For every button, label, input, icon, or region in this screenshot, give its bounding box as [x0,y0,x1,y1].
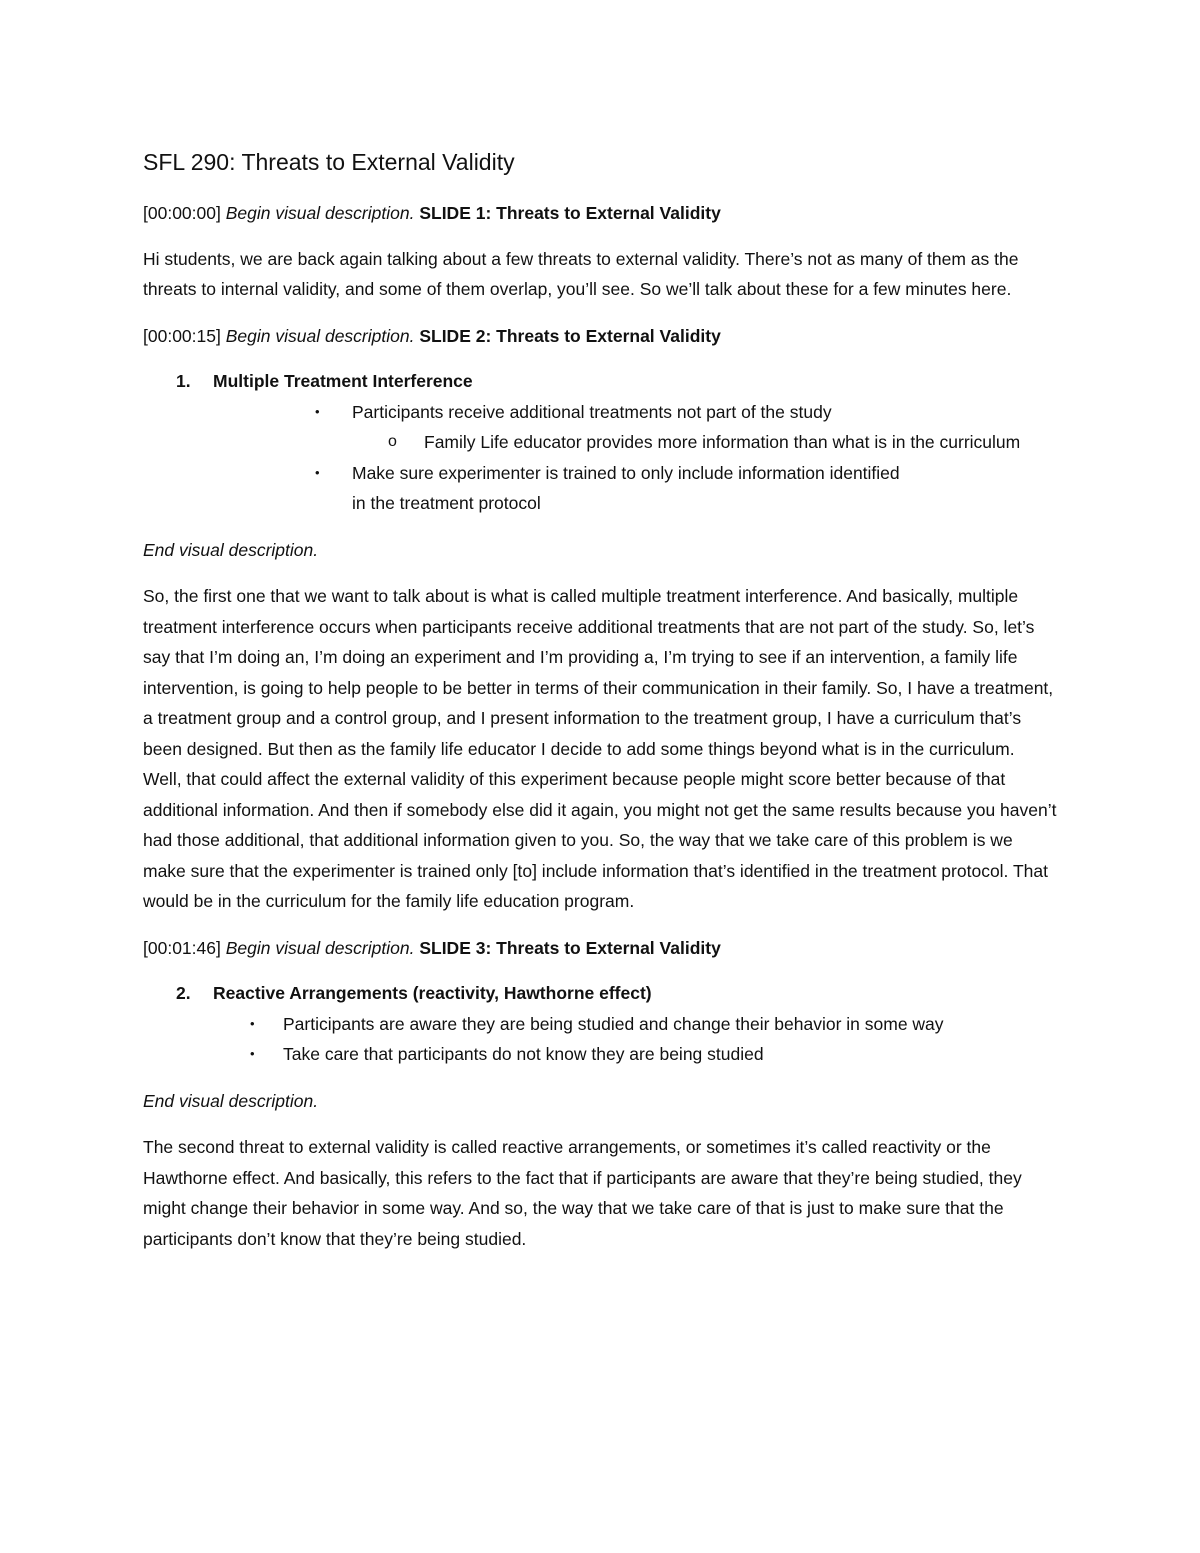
bullet-text: Make sure experimenter is trained to only include information identified in the treatment protocol [352,462,900,513]
slide-2-heading: SLIDE 2: Threats to External Validity [419,325,721,346]
bullet-icon: • [315,464,320,480]
outline-item-1 [143,366,1058,397]
bullet-text: Participants receive additional treatments not part of the study [352,401,832,422]
outline-item-2-label: Reactive Arrangements (reactivity, Hawthorne effect) [213,983,652,1003]
bullet-text: Participants are aware they are being studied and change their behavior in some way [283,1013,944,1034]
outline-bullet [143,1039,1058,1070]
slide-3-begin: Begin visual description. [225,937,415,958]
slide-3-heading: SLIDE 3: Threats to External Validity [419,937,721,958]
slide-3-paragraph: The second threat to external validity is called reactive arrangements, or sometimes it’s called reactivity or the Hawthorne effect. And basically, this refers to the fact that if participants are aware that they’re being studied, they might change their behavior in some way. And so, the way that we take care of that is just to make sure that the participants don’t know that they’re being studied. [143,1137,1022,1249]
slide-3-outline [143,978,1058,1070]
outline-bullet [143,397,1058,428]
slide-2-timestamp: [00:00:15] [143,325,221,346]
slide-1-marker [143,198,1058,229]
sub-bullet-icon: o [388,433,397,450]
bullet-icon: • [315,403,320,419]
slide-1-begin: Begin visual description. [225,203,415,223]
outline-bullet [143,1009,1058,1040]
outline-item-2-number: 2. [176,983,191,1003]
outline-sub-bullet [143,427,1058,458]
slide-3-end-description: End visual description. [143,1090,319,1111]
slide-1-paragraph: Hi students, we are back again talking about a few threats to external validity. There’s not as many of them as the threats to internal validity, and some of them overlap, you’ll see. So we’ll talk about these for a few minutes here. [143,248,1019,299]
slide-2-outline [143,366,1058,519]
slide-2-end-description: End visual description. [143,539,319,560]
slide-1-timestamp: [00:00:00] [143,203,221,223]
outline-bullet [143,458,1058,519]
sub-bullet-text: Family Life educator provides more information than what is in the curriculum [424,432,1021,452]
slide-2-paragraph: So, the first one that we want to talk about is what is called multiple treatment interference. And basically, multiple treatment interference occurs when participants receive additional treatments that are not part of the study. So, let’s say that I’m doing an, I’m doing an experiment and I’m providing a, I’m trying to see if an intervention, a family life intervention, is going to help people to be better in terms of their communication in their family. So, I have a treatment, a treatment group and a control group, and I present information to the treatment group, I have a curriculum that’s been designed. But then as the family life educator I decide to add some things beyond what is in the curriculum. Well, that could affect the external validity of this experiment because people might score better because of that additional information. And then if somebody else did it again, you might not get the same results because you haven’t had those additional, that additional information given to you. So, the way that we take care of this problem is we make sure that the experimenter is trained only [to] include information that’s identified in the treatment protocol. That would be in the curriculum for the family life education program. [143,586,1057,911]
slide-1-heading: SLIDE 1: Threats to External Validity [419,203,721,223]
outline-item-1-number: 1. [176,371,191,391]
slide-3-marker [143,933,1058,964]
slide-3-timestamp: [00:01:46] [143,937,221,958]
bullet-text: Take care that participants do not know they are being studied [283,1044,764,1064]
slide-2-marker [143,321,1058,352]
document-body [143,148,1058,1270]
bullet-icon: • [250,1046,255,1061]
slide-2-begin: Begin visual description. [225,325,415,346]
document-title: SFL 290: Threats to External Validity [143,149,515,175]
outline-item-1-label: Multiple Treatment Interference [213,371,473,391]
outline-item-2 [143,978,1058,1009]
bullet-icon: • [250,1015,255,1031]
